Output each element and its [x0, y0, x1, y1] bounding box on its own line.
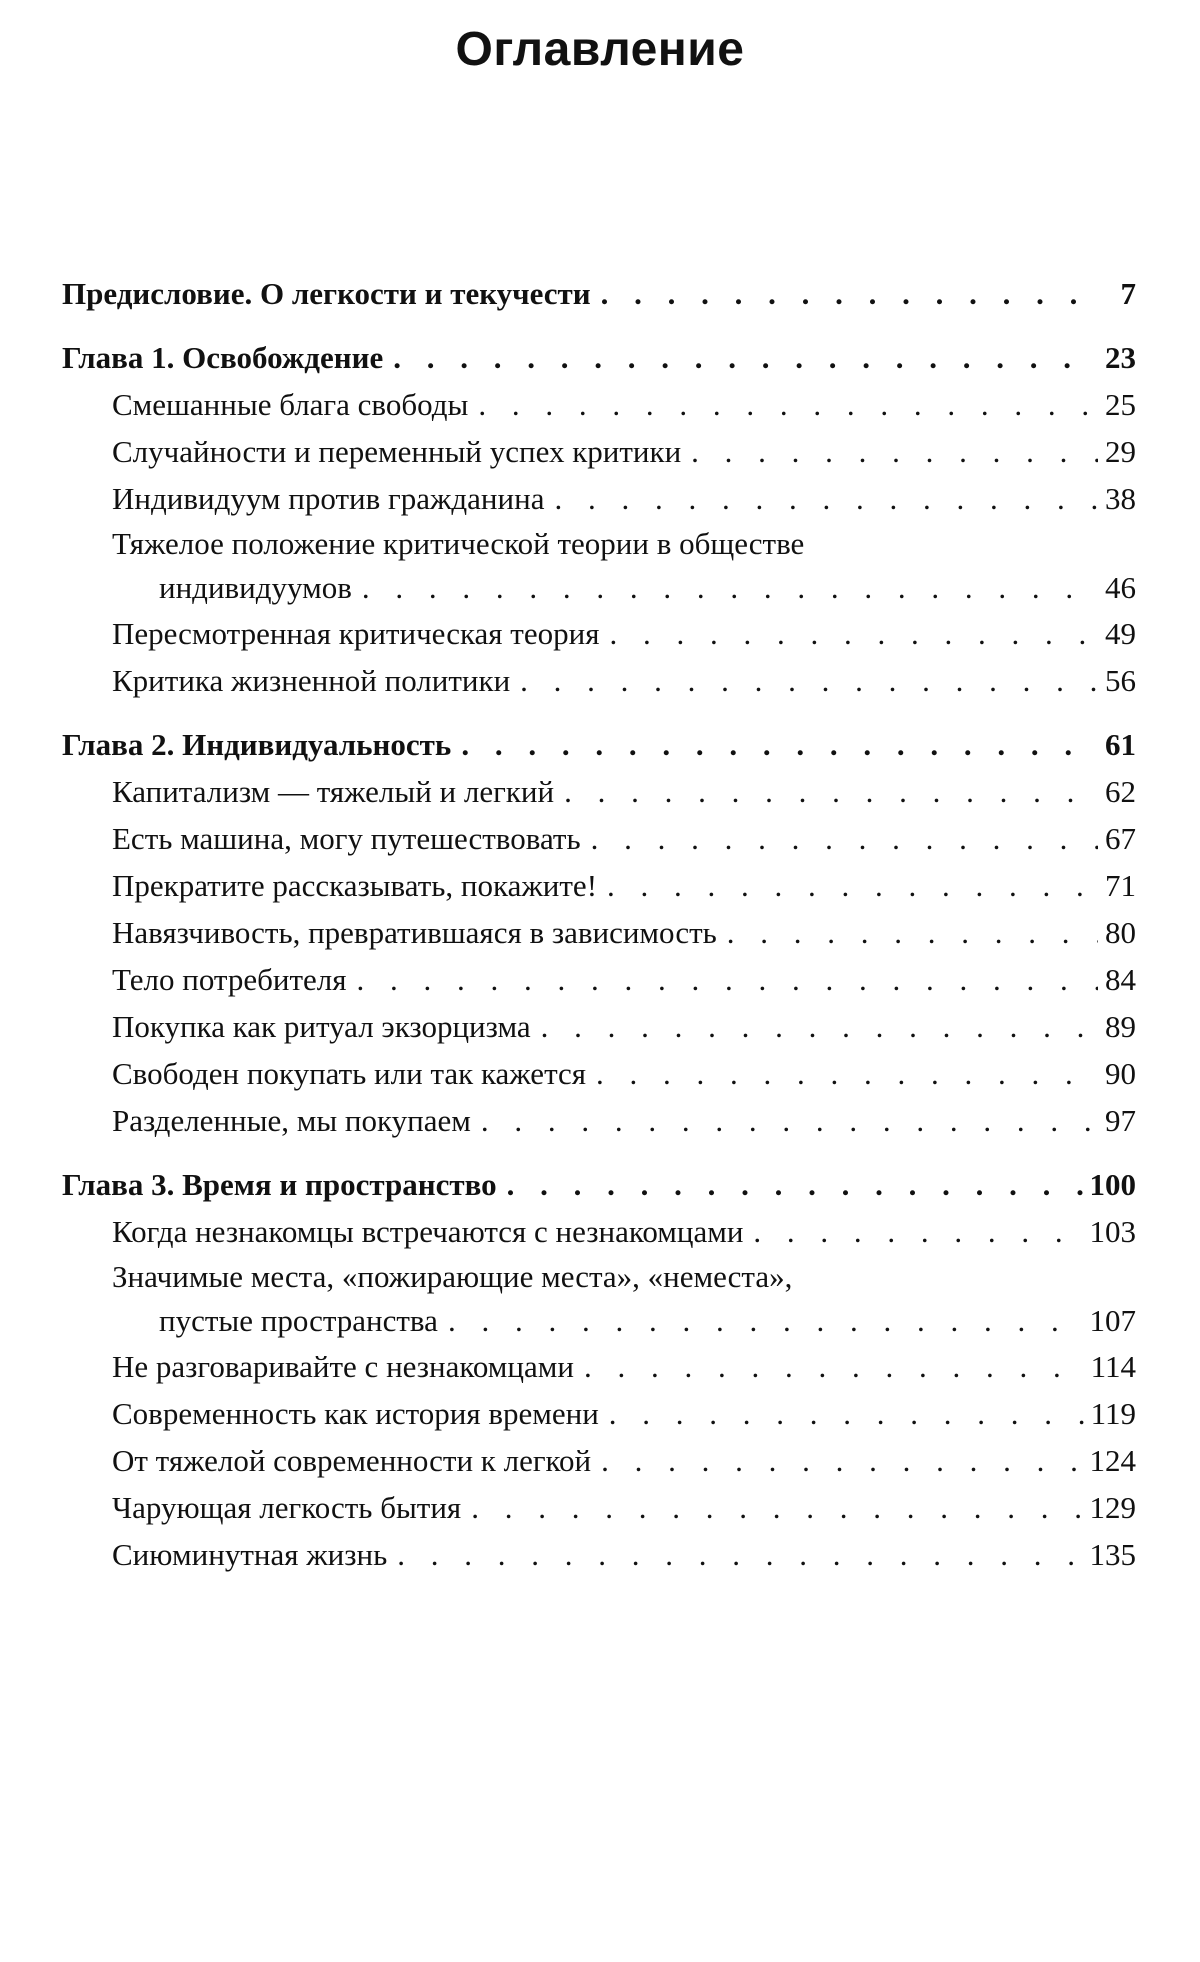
toc-entry-section: [62, 1097, 1136, 1144]
dot-leader: [584, 1343, 1085, 1390]
dot-leader: [607, 862, 1098, 909]
toc-entry-title: Прекратите рассказывать, покажите!: [112, 868, 598, 903]
dot-leader: [601, 270, 1098, 317]
toc-entry-title: От тяжелой современности к легкой: [112, 1443, 592, 1478]
toc-entry-title: Глава 2. Индивидуальность: [62, 727, 452, 762]
toc-entry-title-line-2: индивидуумов: [159, 570, 352, 605]
toc-entry-section: [62, 1208, 1136, 1255]
toc-entry-page: 71: [1105, 868, 1136, 903]
toc-entry-section: [62, 1255, 1136, 1343]
toc-entry-page: 80: [1105, 915, 1136, 950]
toc-entry-page: 89: [1105, 1009, 1136, 1044]
dot-leader: [448, 1299, 1084, 1343]
toc-entry-page: 29: [1105, 434, 1136, 469]
toc-entry-page: 114: [1090, 1349, 1136, 1384]
toc-entry-chapter-3: [62, 1161, 1136, 1208]
toc-entry-section: [62, 1003, 1136, 1050]
toc-entry-page: 135: [1089, 1537, 1136, 1572]
dot-leader: [362, 566, 1098, 610]
dot-leader: [554, 475, 1098, 522]
toc-entry-page: 7: [1120, 276, 1136, 311]
toc-entry-title: Смешанные блага свободы: [112, 387, 469, 422]
dot-leader: [753, 1208, 1083, 1255]
toc-entry-section: [62, 1531, 1136, 1578]
toc-entry-title-line-1: Значимые места, «пожирающие места», «неместа»,: [112, 1259, 793, 1294]
toc-entry-title: Критика жизненной политики: [112, 663, 511, 698]
toc-entry-section: [62, 1050, 1136, 1097]
toc-entry-title: Есть машина, могу путешествовать: [112, 821, 581, 856]
toc-entry-title: Пересмотренная критическая теория: [112, 616, 600, 651]
dot-leader: [461, 721, 1098, 768]
dot-leader: [601, 1437, 1083, 1484]
toc-entry-page: 25: [1105, 387, 1136, 422]
dot-leader: [609, 1390, 1085, 1437]
toc-entry-page: 107: [1089, 1303, 1136, 1338]
toc-entry-title: Индивидуум против гражданина: [112, 481, 545, 516]
toc-entry-page: 23: [1105, 340, 1136, 375]
toc-entry-page: 62: [1105, 774, 1136, 809]
toc-entry-section: [62, 956, 1136, 1003]
toc-entry-section: [62, 475, 1136, 522]
dot-leader: [393, 334, 1098, 381]
toc-entry-page: 100: [1089, 1167, 1136, 1202]
toc-entry-chapter-2: [62, 721, 1136, 768]
toc-entry-section: [62, 909, 1136, 956]
toc-entry-title: Тело потребителя: [112, 962, 347, 997]
toc-entry-section: [62, 1484, 1136, 1531]
toc-entry-title-line-2: пустые пространства: [159, 1303, 438, 1338]
toc-entry-section: [62, 381, 1136, 428]
toc-entry-title: Предисловие. О легкости и текучести: [62, 276, 591, 311]
toc-entry-page: 61: [1105, 727, 1136, 762]
toc-entry-title: Сиюминутная жизнь: [112, 1537, 388, 1572]
table-of-contents: [62, 270, 1136, 1578]
toc-entry-page: 119: [1090, 1396, 1136, 1431]
dot-leader: [357, 956, 1099, 1003]
dot-leader: [727, 909, 1098, 956]
toc-entry-title: Не разговаривайте с незнакомцами: [112, 1349, 574, 1384]
toc-entry-section: [62, 1390, 1136, 1437]
dot-leader: [481, 1097, 1098, 1144]
dot-leader: [541, 1003, 1098, 1050]
toc-entry-section: [62, 1437, 1136, 1484]
toc-entry-title: Покупка как ритуал экзорцизма: [112, 1009, 531, 1044]
toc-entry-section: [62, 610, 1136, 657]
toc-entry-section: [62, 862, 1136, 909]
page-title: Оглавление: [455, 23, 745, 76]
dot-leader: [609, 610, 1098, 657]
toc-entry-section: [62, 1343, 1136, 1390]
dot-leader: [507, 1161, 1084, 1208]
toc-entry-title-line-2-row: [112, 1299, 1136, 1343]
toc-entry-title: Капитализм — тяжелый и легкий: [112, 774, 555, 809]
toc-entry-title: Современность как история времени: [112, 1396, 599, 1431]
dot-leader: [596, 1050, 1098, 1097]
toc-entry-page: 46: [1105, 570, 1136, 605]
toc-entry-page: 90: [1105, 1056, 1136, 1091]
toc-entry-title: Глава 3. Время и пространство: [62, 1167, 497, 1202]
toc-entry-title: Когда незнакомцы встречаются с незнакомцами: [112, 1214, 744, 1249]
toc-entry-page: 38: [1105, 481, 1136, 516]
dot-leader: [564, 768, 1098, 815]
toc-entry-title: Чарующая легкость бытия: [112, 1490, 462, 1525]
dot-leader: [471, 1484, 1083, 1531]
toc-entry-section: [62, 522, 1136, 610]
dot-leader: [520, 657, 1098, 704]
toc-entry-title: Разделенные, мы покупаем: [112, 1103, 471, 1138]
dot-leader: [591, 815, 1098, 862]
toc-entry-page: 49: [1105, 616, 1136, 651]
dot-leader: [478, 381, 1098, 428]
dot-leader: [691, 428, 1098, 475]
toc-entry-preface: [62, 270, 1136, 317]
toc-entry-page: 84: [1105, 962, 1136, 997]
toc-entry-page: 67: [1105, 821, 1136, 856]
toc-entry-title-line-1: Тяжелое положение критической теории в обществе: [112, 526, 805, 561]
toc-entry-title: Свободен покупать или так кажется: [112, 1056, 587, 1091]
toc-entry-section: [62, 657, 1136, 704]
toc-entry-page: 129: [1089, 1490, 1136, 1525]
toc-entry-title: Глава 1. Освобождение: [62, 340, 384, 375]
toc-entry-title-line-2-row: [112, 566, 1136, 610]
toc-entry-chapter-1: [62, 334, 1136, 381]
toc-entry-title: Навязчивость, превратившаяся в зависимость: [112, 915, 717, 950]
toc-entry-section: [62, 768, 1136, 815]
toc-entry-page: 103: [1089, 1214, 1136, 1249]
toc-entry-section: [62, 428, 1136, 475]
toc-entry-page: 56: [1105, 663, 1136, 698]
toc-entry-page: 97: [1105, 1103, 1136, 1138]
dot-leader: [397, 1531, 1083, 1578]
toc-entry-title: Случайности и переменный успех критики: [112, 434, 682, 469]
toc-entry-page: 124: [1089, 1443, 1136, 1478]
toc-entry-section: [62, 815, 1136, 862]
